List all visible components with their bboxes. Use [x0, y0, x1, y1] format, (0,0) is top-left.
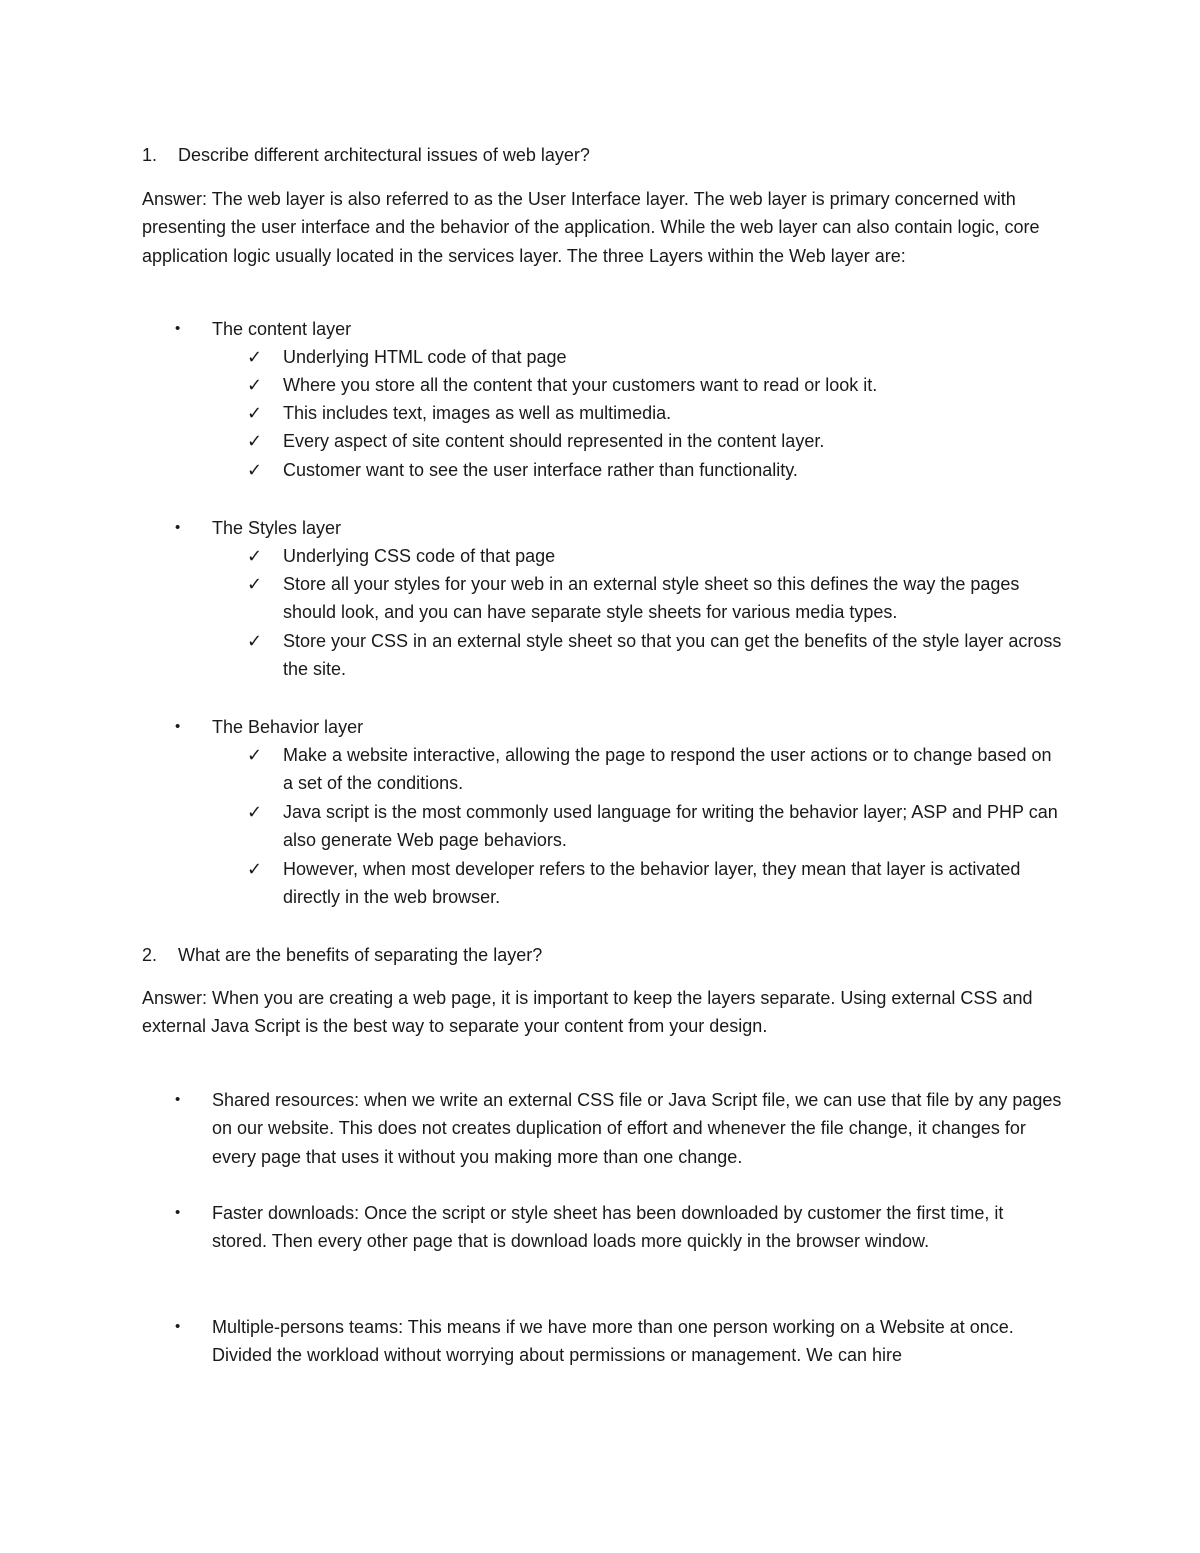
bullet-icon: •: [175, 718, 181, 735]
content-point-2: [247, 371, 1063, 399]
behavior-point-2-text: Java script is the most commonly used language for writing the behavior layer; ASP and PHP can also generate Web page behaviors.: [283, 802, 1058, 851]
check-icon: ✓: [247, 745, 263, 765]
bullet-icon: •: [175, 519, 181, 536]
behavior-point-1: [247, 741, 1063, 798]
question-2-answer: Answer: When you are creating a web page, it is important to keep the layers separate. Using external CSS and external Java Script is the best way to separate your content from your design.: [142, 988, 1033, 1037]
content-point-3-text: This includes text, images as well as multimedia.: [283, 403, 672, 423]
benefit-multiple-persons-teams: [175, 1313, 1062, 1370]
question-2-number: 2.: [142, 945, 158, 965]
check-icon: ✓: [247, 431, 263, 451]
question-1-answer: Answer: The web layer is also referred to as the User Interface layer. The web layer is primary concerned with presenting the user interface and the behavior of the application. While the web layer can also contain logic, core application logic usually located in the services layer. The three Layers within the Web layer are:: [142, 189, 1040, 266]
layer-content-title: The content layer: [212, 319, 352, 339]
question-2-text: What are the benefits of separating the layer?: [178, 945, 543, 965]
question-1-heading: [142, 141, 1062, 169]
content-point-1-text: Underlying HTML code of that page: [283, 347, 567, 367]
check-icon: ✓: [247, 859, 263, 879]
content-point-3: [247, 399, 1063, 427]
behavior-point-2: [247, 798, 1063, 855]
check-icon: ✓: [247, 375, 263, 395]
benefit-shared-resources: [175, 1086, 1062, 1171]
content-point-1: [247, 343, 1063, 371]
styles-point-2-text: Store all your styles for your web in an external style sheet so this defines the way the pages should look, and you can have separate style sheets for various media types.: [283, 574, 1020, 623]
content-point-5: [247, 456, 1063, 484]
benefit-faster-downloads: [175, 1199, 1062, 1256]
content-point-5-text: Customer want to see the user interface rather than functionality.: [283, 460, 798, 480]
bullet-icon: •: [175, 1204, 181, 1221]
bullet-icon: •: [175, 1091, 181, 1108]
layer-behavior-title: The Behavior layer: [212, 717, 364, 737]
styles-point-1-text: Underlying CSS code of that page: [283, 546, 556, 566]
check-icon: ✓: [247, 802, 263, 822]
content-point-4: [247, 427, 1063, 455]
question-2-heading: [142, 941, 1062, 969]
check-icon: ✓: [247, 460, 263, 480]
styles-point-3: [247, 627, 1063, 684]
layer-styles-title: The Styles layer: [212, 518, 342, 538]
benefit-2-text: Faster downloads: Once the script or style sheet has been downloaded by customer the first time, it stored. Then every other page that is download loads more quickly in the browser window.: [212, 1203, 1004, 1252]
bullet-icon: •: [175, 1318, 181, 1335]
check-icon: ✓: [247, 574, 263, 594]
styles-point-1: [247, 542, 1063, 570]
bullet-icon: •: [175, 320, 181, 337]
styles-point-3-text: Store your CSS in an external style sheet so that you can get the benefits of the style layer across the site.: [283, 631, 1062, 680]
check-icon: ✓: [247, 347, 263, 367]
behavior-point-1-text: Make a website interactive, allowing the page to respond the user actions or to change based on a set of the conditions.: [283, 745, 1052, 794]
benefit-3-text: Multiple-persons teams: This means if we have more than one person working on a Website at once. Divided the workload without worrying about permissions or management. We can hire: [212, 1317, 1014, 1366]
content-point-2-text: Where you store all the content that your customers want to read or look it.: [283, 375, 878, 395]
layer-styles-item: [175, 514, 1062, 542]
check-icon: ✓: [247, 403, 263, 423]
behavior-point-3-text: However, when most developer refers to the behavior layer, they mean that layer is activated directly in the web browser.: [283, 859, 1021, 908]
benefit-1-text: Shared resources: when we write an external CSS file or Java Script file, we can use that file by any pages on our website. This does not creates duplication of effort and whenever the file change, it changes for every page that uses it without you making more than one change.: [212, 1090, 1062, 1167]
check-icon: ✓: [247, 631, 263, 651]
layer-behavior-item: [175, 713, 1062, 741]
check-icon: ✓: [247, 546, 263, 566]
question-1-text: Describe different architectural issues of web layer?: [178, 145, 590, 165]
content-point-4-text: Every aspect of site content should represented in the content layer.: [283, 431, 825, 451]
layer-content-item: [175, 315, 1062, 343]
styles-point-2: [247, 570, 1063, 627]
behavior-point-3: [247, 855, 1063, 912]
question-1-number: 1.: [142, 145, 158, 165]
